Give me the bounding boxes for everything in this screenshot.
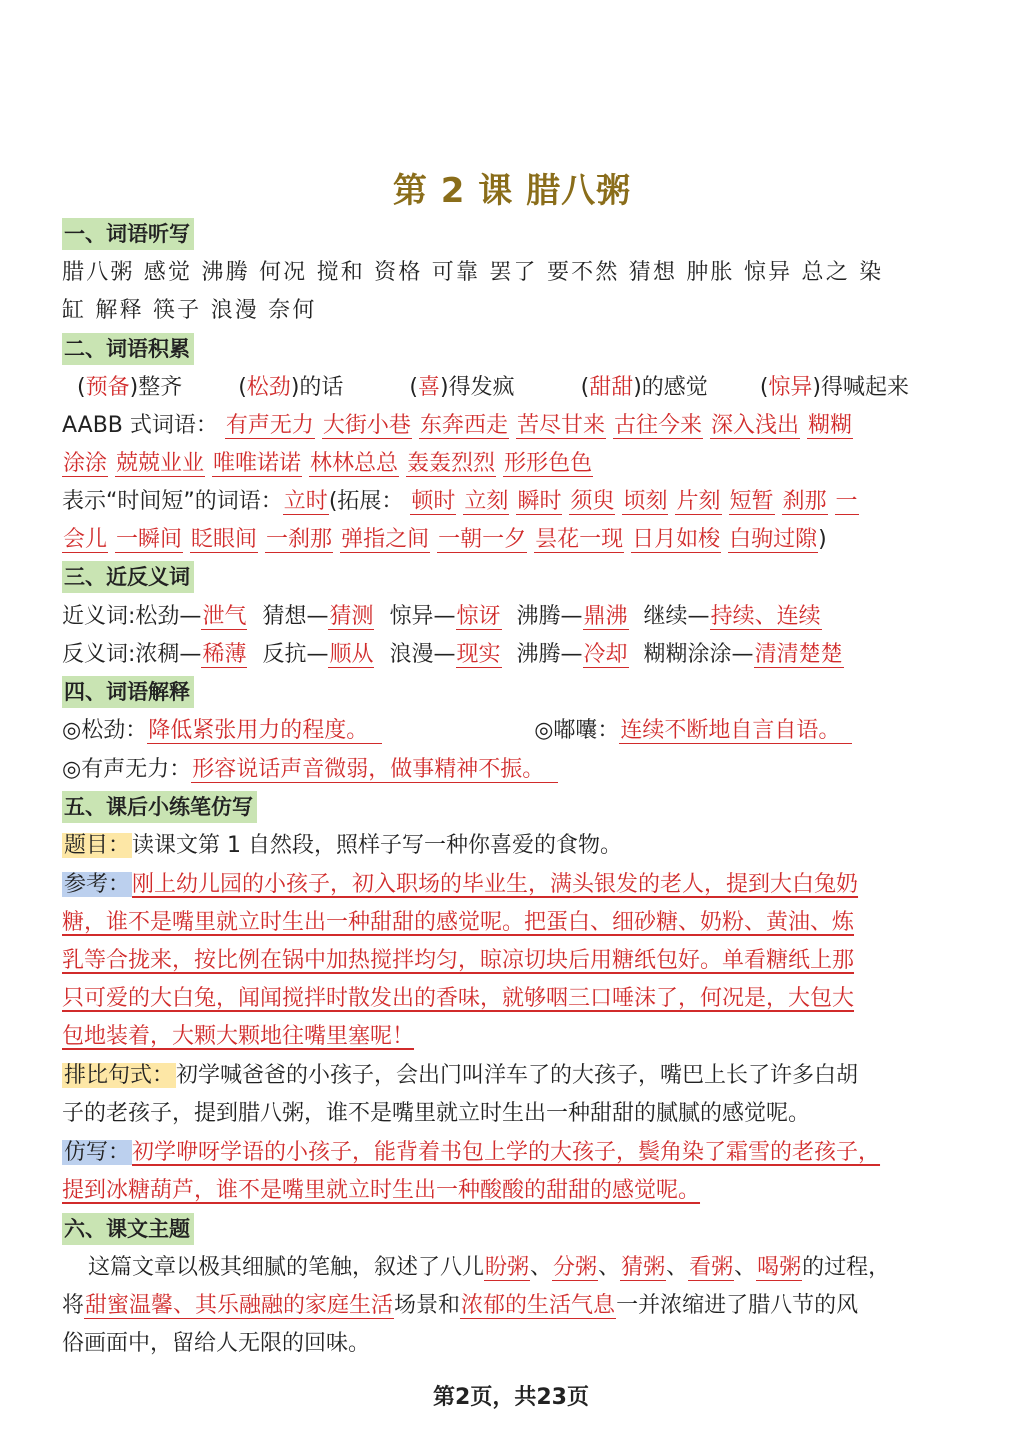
time-words-line — [62, 521, 962, 559]
aabb-word: 古往今来 — [613, 413, 702, 438]
aabb-word: 林林总总 — [310, 451, 399, 476]
synonym-answer: 鼎沸 — [583, 604, 628, 629]
section-5-row — [62, 789, 962, 827]
time-word: 一刹那 — [266, 527, 333, 552]
section-heading: 五、课后小练笔仿写 — [62, 791, 257, 823]
parallel-text: 子的老孩子，提到腊八粥，谁不是嘴里就立时生出一种甜甜的腻腻的感觉呢。 — [62, 1101, 811, 1126]
antonym-answer: 现实 — [456, 642, 501, 667]
word: 浓稠— — [135, 642, 202, 667]
time-word: 白驹过隙 — [729, 527, 818, 552]
time-word: 顿时 — [411, 489, 456, 514]
aabb-word: 形形色色 — [504, 451, 593, 476]
theme-keyword: 分粥 — [553, 1255, 598, 1280]
fill-answer: 松劲 — [246, 375, 291, 400]
time-word: 片刻 — [676, 489, 721, 514]
section-1-row — [62, 216, 962, 254]
word: 浪漫— — [389, 642, 456, 667]
definition-label: ◎松劲： — [62, 718, 148, 743]
definition-answer: 连续不断地自言自语。 — [619, 718, 852, 744]
synonym-answer: 持续、连续 — [710, 604, 821, 629]
dictation-line: 缸 解释 筷子 浪漫 奈何 — [62, 298, 317, 323]
word: 沸腾— — [516, 604, 583, 629]
parallel-label: 排比句式： — [64, 1063, 175, 1088]
section-2-row — [62, 331, 962, 369]
antonym-label: 反义词: — [62, 642, 136, 667]
time-label: 表示“时间短”的词语： — [62, 489, 283, 514]
parallel-line — [62, 1095, 962, 1133]
synonym-label: 近义词: — [62, 604, 136, 629]
aabb-word: 兢兢业业 — [116, 451, 205, 476]
paren: ( — [759, 375, 769, 400]
theme-line — [62, 1287, 962, 1325]
theme-text: 将 — [62, 1293, 85, 1318]
fill-blank-line — [62, 369, 962, 407]
time-ext-label: (拓展： — [328, 489, 404, 514]
definition-label: ◎有声无力： — [62, 757, 192, 782]
fill-rest: )得发疯 — [440, 375, 515, 400]
word: 沸腾— — [516, 642, 583, 667]
theme-text: 这篇文章以极其细腻的笔触，叙述了八儿 — [88, 1255, 485, 1280]
theme-line — [62, 1249, 962, 1287]
definition-line — [62, 712, 962, 750]
section-heading: 六、课文主题 — [62, 1213, 194, 1245]
fill-item — [77, 375, 182, 400]
reference-text: 只可爱的大白兔，闻闻搅拌时散发出的香味，就够咽三口唾沫了，何况是，大包大 — [62, 986, 855, 1011]
imitation-line — [62, 1134, 962, 1172]
aabb-word: 东奔西走 — [419, 413, 508, 438]
fill-answer: 惊异 — [768, 375, 813, 400]
section-6-row — [62, 1211, 962, 1249]
theme-text: 场景和 — [394, 1293, 461, 1318]
section-heading: 二、词语积累 — [62, 333, 194, 365]
theme-keyword: 盼粥 — [485, 1255, 530, 1280]
time-word: 瞬时 — [517, 489, 562, 514]
time-close: ) — [818, 527, 827, 552]
time-word: 日月如梭 — [632, 527, 721, 552]
paren: ( — [409, 375, 418, 400]
time-word: 一瞬间 — [116, 527, 183, 552]
question-label: 题目： — [64, 833, 131, 858]
time-word: 顷刻 — [623, 489, 668, 514]
reference-line — [62, 980, 962, 1018]
reference-label: 参考： — [64, 872, 131, 897]
reference-line — [62, 1018, 962, 1056]
fill-item — [409, 375, 514, 400]
fill-item — [238, 375, 343, 400]
definition-label: ◎嘟囔： — [534, 718, 620, 743]
aabb-label: AABB 式词语： — [62, 413, 218, 438]
imitation-line — [62, 1172, 962, 1210]
dictation-line: 腊八粥 感觉 沸腾 何况 搅和 资格 可靠 罢了 要不然 猜想 肿胀 惊异 总之 染 — [62, 260, 884, 285]
separator: 、 — [598, 1255, 621, 1280]
reference-text: 刚上幼儿园的小孩子，初入职场的毕业生，满头银发的老人，提到大白兔奶 — [132, 872, 859, 897]
paren: ( — [580, 375, 590, 400]
fill-rest: )整齐 — [129, 375, 183, 400]
theme-keyword: 喝粥 — [757, 1255, 802, 1280]
parallel-line — [62, 1057, 962, 1095]
reference-line — [62, 942, 962, 980]
time-word: 一朝一夕 — [438, 527, 527, 552]
time-word: 眨眼间 — [191, 527, 258, 552]
aabb-word: 糊糊 — [808, 413, 853, 438]
question-text: 读课文第 1 自然段，照样子写一种你喜爱的食物。 — [132, 833, 623, 858]
antonym-line — [62, 636, 962, 674]
reference-text: 糖，谁不是嘴里就立时生出一种甜甜的感觉呢。把蛋白、细砂糖、奶粉、黄油、炼 — [62, 910, 855, 935]
antonym-answer: 顺从 — [329, 642, 374, 667]
synonym-answer: 猜测 — [329, 604, 374, 629]
time-word: 刹那 — [782, 489, 827, 514]
section-3-row — [62, 559, 962, 597]
theme-line: 俗画面中，留给人无限的回味。 — [62, 1331, 371, 1356]
section-heading: 一、词语听写 — [62, 218, 194, 250]
word: 糊糊涂涂— — [643, 642, 754, 667]
antonym-answer: 稀薄 — [202, 642, 247, 667]
theme-text: 一并浓缩进了腊八节的风 — [616, 1293, 859, 1318]
paren: ( — [77, 375, 86, 400]
theme-keyword: 看粥 — [689, 1255, 734, 1280]
word: 惊异— — [389, 604, 456, 629]
time-word: 短暂 — [729, 489, 774, 514]
fill-rest: )得喊起来 — [812, 375, 910, 400]
fill-rest: )的话 — [290, 375, 344, 400]
reference-text: 包地装着，大颗大颗地往嘴里塞呢！ — [62, 1024, 415, 1049]
theme-keyword: 浓郁的生活气息 — [461, 1293, 616, 1318]
fill-rest: )的感觉 — [633, 375, 708, 400]
aabb-line — [62, 445, 962, 483]
theme-text: 的过程， — [802, 1255, 891, 1280]
aabb-line — [62, 407, 962, 445]
parallel-text: 初学喊爸爸的小孩子，会出门叫洋车了的大孩子，嘴巴上长了许多白胡 — [176, 1063, 859, 1088]
fill-item — [760, 375, 909, 400]
page-number: 第2页，共23页 — [433, 1385, 589, 1410]
word: 继续— — [643, 604, 710, 629]
time-word: 弹指之间 — [341, 527, 430, 552]
aabb-word: 有声无力 — [225, 413, 314, 438]
time-word: 立时 — [283, 489, 328, 514]
separator: 、 — [666, 1255, 689, 1280]
fill-answer: 预备 — [85, 375, 130, 400]
time-word: 会儿 — [63, 527, 108, 552]
paren: ( — [238, 375, 247, 400]
time-word: 立刻 — [464, 489, 509, 514]
aabb-word: 大街小巷 — [322, 413, 411, 438]
separator: 、 — [734, 1255, 757, 1280]
synonym-line — [62, 598, 962, 636]
word: 猜想— — [262, 604, 329, 629]
synonym-answer: 泄气 — [202, 604, 247, 629]
imitation-label: 仿写： — [64, 1140, 131, 1165]
question-line — [62, 827, 962, 865]
antonym-answer: 冷却 — [583, 642, 628, 667]
time-words-line — [62, 483, 962, 521]
aabb-word: 轰轰烈烈 — [407, 451, 496, 476]
time-word: 一 — [835, 489, 858, 514]
aabb-word: 唯唯诺诺 — [213, 451, 302, 476]
reference-line — [62, 904, 962, 942]
word: 反抗— — [262, 642, 329, 667]
fill-item — [581, 375, 708, 400]
fill-answer: 甜甜 — [589, 375, 634, 400]
theme-keyword: 猜粥 — [621, 1255, 666, 1280]
section-heading: 四、词语解释 — [62, 676, 194, 708]
aabb-word: 深入浅出 — [710, 413, 799, 438]
reference-line — [62, 866, 962, 904]
time-word: 昙花一现 — [535, 527, 624, 552]
word: 松劲— — [135, 604, 202, 629]
imitation-text: 初学咿呀学语的小孩子，能背着书包上学的大孩子，鬓角染了霜雪的老孩子， — [132, 1140, 881, 1165]
reference-text: 乳等合拢来，按比例在锅中加热搅拌均匀，晾凉切块后用糖纸包好。单看糖纸上那 — [62, 948, 855, 973]
definition-line — [62, 751, 962, 789]
definition-answer: 形容说话声音微弱，做事精神不振。 — [191, 757, 558, 783]
definition-answer: 降低紧张用力的程度。 — [147, 718, 382, 744]
fill-answer: 喜 — [418, 375, 441, 400]
lesson-title: 第 2 课 腊八粥 — [392, 171, 632, 211]
separator: 、 — [530, 1255, 553, 1280]
synonym-answer: 惊讶 — [456, 604, 501, 629]
aabb-word: 涂涂 — [63, 451, 108, 476]
section-heading: 三、近反义词 — [62, 561, 194, 593]
aabb-word: 苦尽甘来 — [516, 413, 605, 438]
section-4-row — [62, 674, 962, 712]
time-word: 须臾 — [570, 489, 615, 514]
imitation-text: 提到冰糖葫芦，谁不是嘴里就立时生出一种酸酸的甜甜的感觉呢。 — [62, 1178, 701, 1203]
theme-keyword: 甜蜜温馨、其乐融融的家庭生活 — [85, 1293, 394, 1318]
antonym-answer: 清清楚楚 — [754, 642, 843, 667]
